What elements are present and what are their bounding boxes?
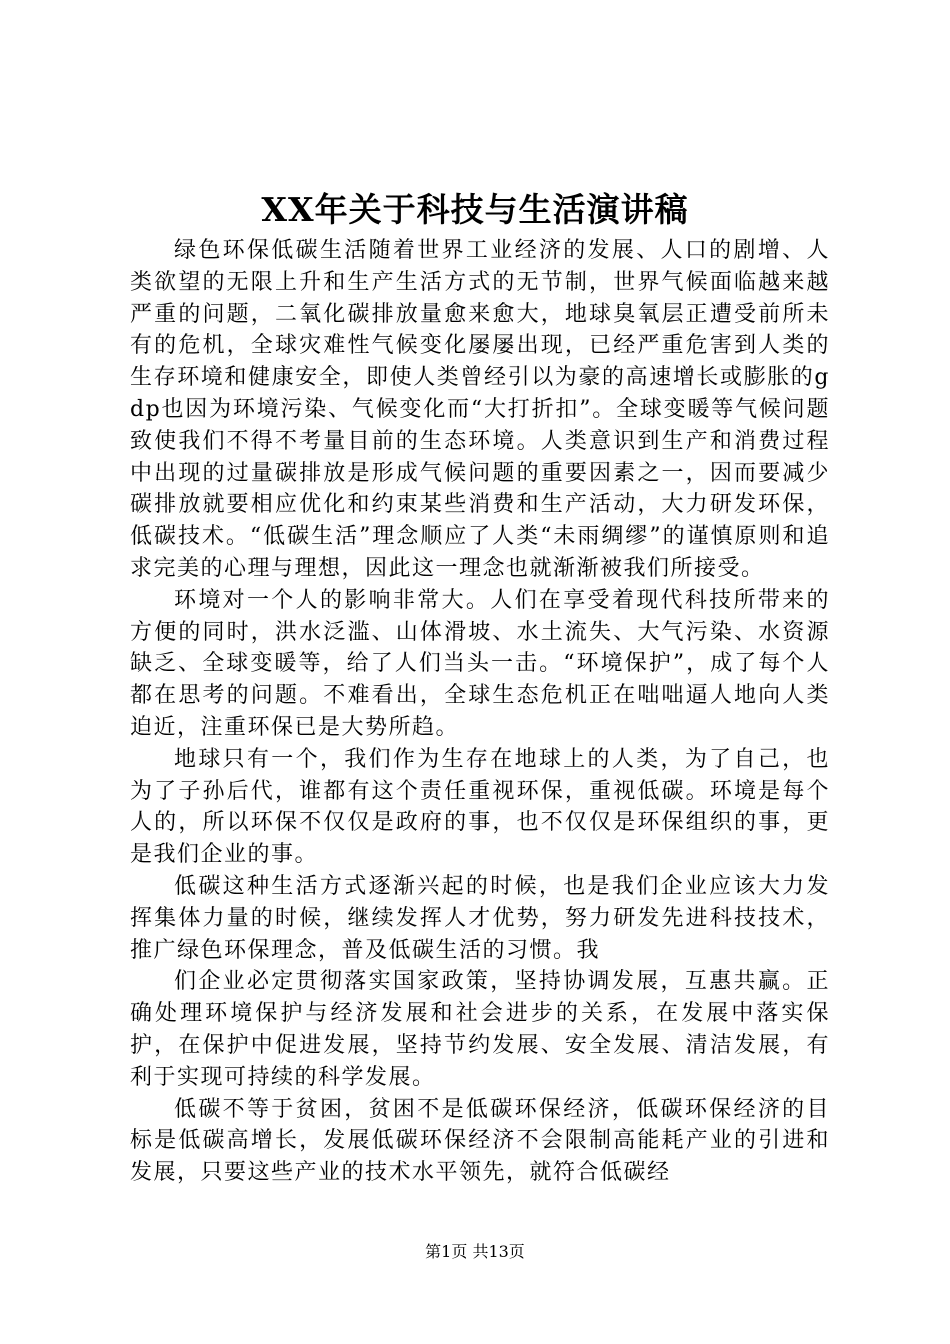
paragraph-3: 地球只有一个，我们作为生存在地球上的人类，为了自己，也为了子孙后代，谁都有这个责任重视环保，重视低碳。环境是每个人的，所以环保不仅仅是政府的事，也不仅仅是环保组织的事，更是我们企业的事。 <box>130 746 830 868</box>
paragraph-2: 环境对一个人的影响非常大。人们在享受着现代科技所带来的方便的同时，洪水泛滥、山体滑坡、水土流失、大气污染、水资源缺乏、全球变暖等，给了人们当头一击。“环境保护”，成了每个人都在思考的问题。不难看出，全球生态危机正在咄咄逼人地向人类迫近，注重环保已是大势所趋。 <box>130 587 830 740</box>
paragraph-5: 们企业必定贯彻落实国家政策，坚持协调发展，互惠共赢。正确处理环境保护与经济发展和社会进步的关系，在发展中落实保护，在保护中促进发展，坚持节约发展、安全发展、清洁发展，有利于实现可持续的科学发展。 <box>130 969 830 1090</box>
paragraph-4: 低碳这种生活方式逐渐兴起的时候，也是我们企业应该大力发挥集体力量的时候，继续发挥人才优势，努力研发先进科技技术，推广绿色环保理念，普及低碳生活的习惯。我 <box>130 873 830 963</box>
paragraph-1: 绿色环保低碳生活随着世界工业经济的发展、人口的剧增、人类欲望的无限上升和生产生活方式的无节制，世界气候面临越来越严重的问题，二氧化碳排放量愈来愈大，地球臭氧层正遭受前所未有的危机，全球灾难性气候变化屡屡出现，已经严重危害到人类的生存环境和健康安全，即使人类曾经引以为豪的高速增长或膨胀的gdp也因为环境污染、气候变化而“大打折扣”。全球变暖等气候问题致使我们不得不考量目前的生态环境。人类意识到生产和消费过程中出现的过量碳排放是形成气候问题的重要因素之一，因而要减少碳排放就要相应优化和约束某些消费和生产活动，大力研发环保，低碳技术。“低碳生活”理念顺应了人类“未雨绸缪”的谨慎原则和追求完美的心理与理想，因此这一理念也就渐渐被我们所接受。 <box>130 238 830 581</box>
paragraph-6: 低碳不等于贫困，贫困不是低碳环保经济，低碳环保经济的目标是低碳高增长，发展低碳环保经济不会限制高能耗产业的引进和发展，只要这些产业的技术水平领先，就符合低碳经 <box>130 1096 830 1186</box>
document-body <box>130 235 830 1189</box>
page-footer: 第1页 共13页 <box>425 1242 525 1261</box>
document-title: XX年关于科技与生活演讲稿 <box>261 190 689 229</box>
